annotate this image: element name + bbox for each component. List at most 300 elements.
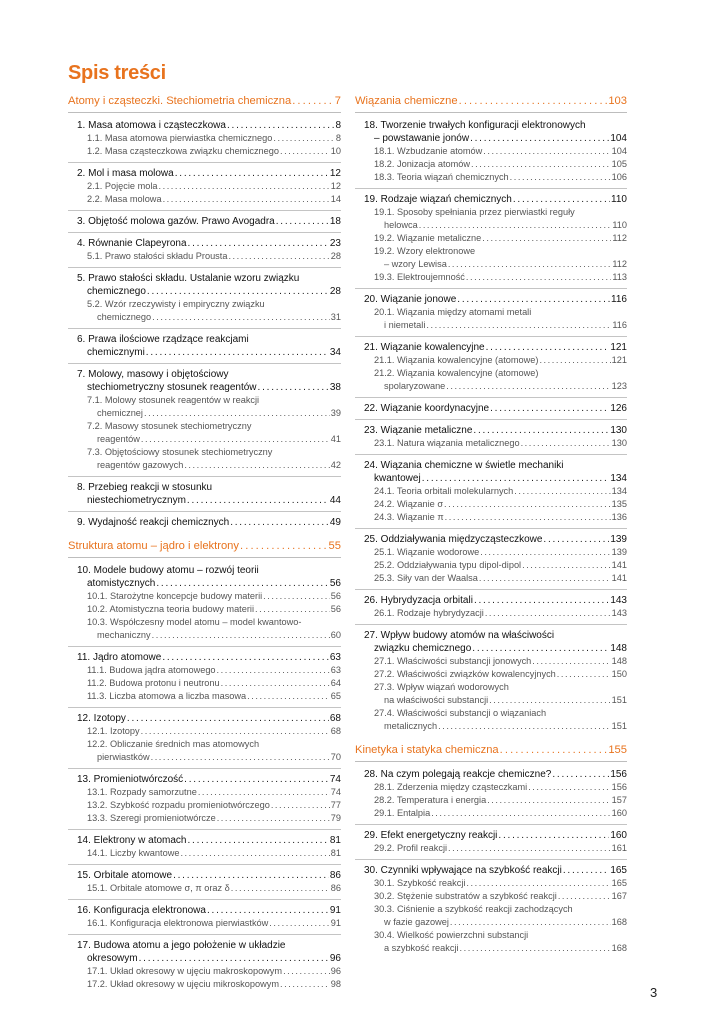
entry-label: 16. Konfiguracja elektronowa	[77, 905, 206, 916]
entry-label: 25.1. Wiązanie wodorowe	[374, 547, 480, 557]
page-ref: 38	[329, 382, 341, 393]
page-ref: 34	[329, 347, 341, 358]
entry-label: 24.3. Wiązanie π	[374, 512, 444, 522]
entry-label: pierwiastków	[97, 752, 150, 762]
chapter-entry[interactable]	[68, 651, 341, 708]
subchapter-row-continued	[77, 459, 341, 472]
subchapter-row	[77, 664, 341, 677]
leader-dots	[188, 237, 329, 250]
subchapter-row	[77, 882, 341, 895]
leader-dots	[539, 354, 610, 367]
chapter-entry[interactable]	[355, 768, 627, 825]
entry-label: kwantowej	[374, 473, 421, 484]
subchapter-row	[364, 485, 627, 498]
chapter-entry[interactable]	[355, 533, 627, 590]
entry-label: 26.1. Rodzaje hybrydyzacji	[374, 608, 484, 618]
entry-label: 5.1. Prawo stałości składu Prousta	[87, 251, 228, 261]
subchapter-row	[364, 245, 627, 258]
section-title: Struktura atomu – jądro i elektrony	[68, 540, 240, 552]
chapter-entry[interactable]	[68, 272, 341, 329]
subchapter-row	[364, 807, 627, 820]
chapter-title-row-continued	[77, 952, 341, 965]
page-ref: 8	[335, 133, 341, 143]
entry-label: 17.2. Układ okresowy w ujęciu mikroskopowym	[87, 979, 279, 989]
entry-label: 21. Wiązanie kowalencyjne	[364, 342, 485, 353]
chapter-title-row-continued	[77, 346, 341, 359]
subchapter-row	[364, 655, 627, 668]
leader-dots	[175, 167, 329, 180]
entry-label: 13. Promieniotwórczość	[77, 774, 184, 785]
chapter-title-row	[77, 215, 341, 228]
subchapter-row	[77, 145, 341, 158]
page-ref: 112	[612, 233, 627, 243]
chapter-title-row	[364, 402, 627, 415]
leader-dots	[480, 546, 610, 559]
page-ref: 161	[611, 843, 627, 853]
chapter-entry[interactable]	[355, 629, 627, 737]
page-ref: 12	[330, 181, 341, 191]
subchapter-row	[364, 206, 627, 219]
leader-dots	[419, 219, 612, 232]
page-ref: 96	[330, 966, 341, 976]
chapter-title-row	[364, 594, 627, 607]
leader-dots	[532, 655, 610, 668]
subchapter-row-continued	[77, 751, 341, 764]
page-ref: 112	[612, 259, 627, 269]
leader-dots	[276, 215, 329, 228]
page-ref: 68	[329, 713, 341, 724]
chapter-title-row	[77, 368, 341, 381]
entry-label: 11.3. Liczba atomowa a liczba masowa	[87, 691, 247, 701]
page-ref: 104	[610, 133, 627, 144]
chapter-entry[interactable]	[355, 193, 627, 289]
entry-label: 27.4. Właściwości substancji o wiązaniach	[374, 708, 547, 718]
chapter-entry[interactable]	[68, 481, 341, 512]
entry-label: 25.2. Oddziaływania typu dipol-dipol	[374, 560, 522, 570]
section-heading[interactable]	[355, 743, 627, 762]
entry-label: chemicznej	[97, 408, 143, 418]
page-ref: 139	[610, 534, 627, 545]
page-ref: 70	[330, 752, 341, 762]
entry-label: chemicznymi	[87, 347, 145, 358]
page-ref: 31	[330, 312, 341, 322]
leader-dots	[187, 494, 329, 507]
leader-dots	[552, 768, 609, 781]
chapter-title-row	[77, 773, 341, 786]
entry-label: 21.2. Wiązania kowalencyjne (atomowe)	[374, 368, 539, 378]
chapter-entry[interactable]	[68, 564, 341, 647]
chapter-entry[interactable]	[355, 402, 627, 420]
page-ref: 42	[330, 460, 341, 470]
entry-label: a szybkość reakcji	[384, 943, 459, 953]
chapter-title-row	[77, 333, 341, 346]
entry-label: 15.1. Orbitale atomowe σ, π oraz δ	[87, 883, 230, 893]
page-ref: 130	[610, 425, 627, 436]
leader-dots	[490, 402, 609, 415]
page-ref: 143	[611, 608, 627, 618]
page-ref: 77	[330, 800, 341, 810]
subchapter-row	[364, 877, 627, 890]
page-ref: 60	[330, 630, 341, 640]
chapter-entry[interactable]	[68, 712, 341, 769]
subchapter-row	[77, 786, 341, 799]
chapter-title-row-continued	[364, 642, 627, 655]
chapter-entry[interactable]	[355, 459, 627, 529]
leader-dots	[217, 664, 330, 677]
entry-label: niestechiometrycznym	[87, 495, 186, 506]
entry-label: 23. Wiązanie metaliczne	[364, 425, 473, 436]
chapter-entry[interactable]	[68, 167, 341, 211]
page-ref: 8	[335, 120, 341, 131]
leader-dots	[247, 690, 330, 703]
page-ref: 44	[329, 495, 341, 506]
leader-dots	[483, 145, 610, 158]
page-ref: 65	[330, 691, 341, 701]
entry-label: na właściwości substancji	[384, 695, 489, 705]
leader-dots	[152, 629, 330, 642]
page-ref: 134	[610, 473, 627, 484]
page-ref: 110	[612, 220, 627, 230]
chapter-entry[interactable]	[68, 904, 341, 935]
leader-dots	[151, 751, 330, 764]
subchapter-row	[364, 145, 627, 158]
leader-dots	[152, 311, 330, 324]
entry-label: 11. Jądro atomowe	[77, 652, 162, 663]
leader-dots	[426, 319, 611, 332]
chapter-entry[interactable]	[355, 594, 627, 625]
page-ref: 121	[610, 342, 627, 353]
subchapter-row	[77, 394, 341, 407]
leader-dots	[280, 978, 330, 991]
subchapter-row-continued	[364, 694, 627, 707]
entry-label: stechiometryczny stosunek reagentów	[87, 382, 257, 393]
leader-dots	[163, 193, 330, 206]
leader-dots	[255, 603, 330, 616]
entry-label: 2.1. Pojęcie mola	[87, 181, 158, 191]
subchapter-row	[364, 681, 627, 694]
subchapter-row	[364, 511, 627, 524]
chapter-entry[interactable]	[68, 773, 341, 830]
leader-dots	[466, 877, 610, 890]
subchapter-row	[77, 738, 341, 751]
leader-dots	[460, 942, 611, 955]
subchapter-row-continued	[364, 319, 627, 332]
entry-label: 20.1. Wiązania między atomami metali	[374, 307, 532, 317]
section-page: 155	[608, 744, 627, 756]
leader-dots	[473, 424, 609, 437]
entry-label: 22. Wiązanie koordynacyjne	[364, 403, 490, 414]
leader-dots	[258, 381, 329, 394]
chapter-title-row	[77, 712, 341, 725]
leader-dots	[466, 271, 611, 284]
leader-dots	[485, 607, 611, 620]
leader-dots	[158, 180, 329, 193]
chapter-entry[interactable]	[355, 864, 627, 959]
entry-label: 4. Równanie Clapeyrona	[77, 238, 187, 249]
leader-dots	[139, 952, 329, 965]
entry-label: 6. Prawa ilościowe rządzące reakcjami	[77, 334, 249, 345]
chapter-title-row	[364, 864, 627, 877]
chapter-title-row	[364, 533, 627, 546]
leader-dots	[498, 829, 609, 842]
leader-dots	[431, 807, 610, 820]
page-ref: 39	[330, 408, 341, 418]
page-ref: 134	[611, 486, 627, 496]
page-ref: 56	[330, 604, 341, 614]
page-ref: 106	[611, 172, 627, 182]
section-title: Wiązania chemiczne	[355, 95, 458, 107]
leader-dots	[207, 904, 329, 917]
leader-dots	[448, 258, 612, 271]
subchapter-row	[77, 132, 341, 145]
subchapter-row	[364, 842, 627, 855]
entry-label: mechaniczny	[97, 630, 151, 640]
entry-label: 3. Objętość molowa gazów. Prawo Avogadra	[77, 216, 275, 227]
entry-label: spolaryzowane	[384, 381, 446, 391]
entry-label: związku chemicznego	[374, 643, 472, 654]
subchapter-row-continued	[364, 720, 627, 733]
page-ref: 63	[329, 652, 341, 663]
entry-label: 13.1. Rozpady samorzutne	[87, 787, 197, 797]
subchapter-row	[77, 180, 341, 193]
page-ref: 64	[330, 678, 341, 688]
entry-label: 10.2. Atomistyczna teoria budowy materii	[87, 604, 254, 614]
subchapter-row	[77, 420, 341, 433]
subchapter-row-continued	[77, 407, 341, 420]
entry-label: 30. Czynniki wpływające na szybkość reakcji	[364, 865, 562, 876]
subchapter-row	[77, 965, 341, 978]
page-ref: 49	[329, 517, 341, 528]
section-page: 7	[334, 95, 341, 107]
page-ref: 91	[330, 918, 341, 928]
leader-dots	[471, 158, 611, 171]
entry-label: 1.2. Masa cząsteczkowa związku chemicznego	[87, 146, 279, 156]
leader-dots	[162, 651, 329, 664]
chapter-entry[interactable]	[68, 368, 341, 477]
page-ref: 165	[611, 878, 627, 888]
subchapter-row	[364, 668, 627, 681]
entry-label: 23.1. Natura wiązania metalicznego	[374, 438, 520, 448]
entry-label: – powstawanie jonów	[374, 133, 470, 144]
subchapter-row	[364, 607, 627, 620]
page-ref: 23	[329, 238, 341, 249]
leader-dots	[489, 694, 610, 707]
section-heading[interactable]	[68, 539, 341, 558]
leader-dots	[173, 869, 329, 882]
page-ref: 105	[611, 159, 627, 169]
entry-label: 17.1. Układ okresowy w ujęciu makroskopowym	[87, 966, 283, 976]
entry-label: w fazie gazowej	[384, 917, 449, 927]
chapter-title-row	[77, 869, 341, 882]
entry-label: 30.4. Wielkość powierzchni substancji	[374, 930, 529, 940]
chapter-title-row	[364, 193, 627, 206]
subchapter-row-continued	[364, 380, 627, 393]
section-title: Kinetyka i statyka chemiczna	[355, 744, 499, 756]
chapter-entry[interactable]	[68, 333, 341, 364]
page-ref: 143	[610, 595, 627, 606]
page-ref: 126	[610, 403, 627, 414]
chapter-entry[interactable]	[68, 939, 341, 995]
subchapter-row	[77, 298, 341, 311]
page-ref: 136	[611, 512, 627, 522]
page-ref: 156	[610, 769, 627, 780]
chapter-title-row	[77, 481, 341, 494]
chapter-entry[interactable]	[68, 215, 341, 233]
chapter-entry[interactable]	[355, 293, 627, 337]
entry-label: 19.1. Sposoby spełniania przez pierwiastki reguły	[374, 207, 575, 217]
leader-dots	[280, 145, 330, 158]
entry-label: reagentów	[97, 434, 140, 444]
entry-label: 30.3. Ciśnienie a szybkość reakcji zachodzących	[374, 904, 573, 914]
leader-dots	[521, 437, 611, 450]
entry-label: 27.3. Wpływ wiązań wodorowych	[374, 682, 509, 692]
leader-dots	[482, 232, 611, 245]
page-ref: 130	[611, 438, 627, 448]
page-ref: 121	[611, 355, 627, 365]
subchapter-row	[364, 546, 627, 559]
leader-dots	[558, 890, 611, 903]
page-ref: 28	[330, 251, 341, 261]
chapter-entry[interactable]	[355, 829, 627, 860]
chapter-title-row	[364, 424, 627, 437]
leader-dots	[513, 193, 610, 206]
entry-label: 29.2. Profil reakcji	[374, 843, 448, 853]
page-ref: 151	[611, 721, 627, 731]
leader-dots	[292, 94, 334, 108]
entry-label: 30.1. Szybkość reakcji	[374, 878, 466, 888]
entry-label: 14. Elektrony w atomach	[77, 835, 187, 846]
leader-dots	[271, 799, 330, 812]
chapter-title-row-continued	[77, 494, 341, 507]
subchapter-row	[77, 590, 341, 603]
subchapter-row-continued	[364, 219, 627, 232]
leader-dots	[486, 341, 610, 354]
page-ref: 151	[611, 695, 627, 705]
subchapter-row	[77, 250, 341, 263]
subchapter-row	[364, 929, 627, 942]
subchapter-row-continued	[77, 311, 341, 324]
subchapter-row	[364, 171, 627, 184]
leader-dots	[141, 433, 330, 446]
leader-dots	[487, 794, 610, 807]
section-heading[interactable]	[355, 94, 627, 113]
entry-label: chemicznego	[87, 286, 146, 297]
chapter-entry[interactable]	[68, 237, 341, 268]
leader-dots	[450, 916, 611, 929]
chapter-title-row	[364, 829, 627, 842]
page-ref: 160	[611, 808, 627, 818]
leader-dots	[543, 533, 609, 546]
entry-label: 7.2. Masowy stosunek stechiometryczny	[87, 421, 252, 431]
chapter-title-row	[77, 272, 341, 285]
chapter-entry[interactable]	[68, 869, 341, 900]
entry-label: helowca	[384, 220, 418, 230]
entry-label: 27.2. Właściwości związków kowalencyjnych	[374, 669, 556, 679]
chapter-title-row	[364, 629, 627, 642]
chapter-title-row	[77, 564, 341, 577]
chapter-entry[interactable]	[355, 424, 627, 455]
subchapter-row	[364, 781, 627, 794]
page-ref: 74	[330, 787, 341, 797]
entry-label: 1. Masa atomowa i cząsteczkowa	[77, 120, 226, 131]
entry-label: 10.1. Starożytne koncepcje budowy materii	[87, 591, 263, 601]
entry-label: 17. Budowa atomu a jego położenie w układzie	[77, 940, 286, 951]
page-ref: 116	[611, 294, 627, 305]
page-ref: 86	[330, 883, 341, 893]
subchapter-row	[364, 232, 627, 245]
page-ref: 28	[329, 286, 341, 297]
leader-dots	[470, 132, 609, 145]
page-ref: 98	[330, 979, 341, 989]
page-number: 3	[650, 985, 658, 1000]
subchapter-row	[364, 572, 627, 585]
chapter-title-row	[364, 459, 627, 472]
subchapter-row	[364, 158, 627, 171]
page-ref: 141	[611, 560, 627, 570]
entry-label: 27. Wpływ budowy atomów na właściwości	[364, 630, 555, 641]
chapter-entry[interactable]	[355, 119, 627, 189]
page-ref: 141	[611, 573, 627, 583]
subchapter-row-continued	[77, 629, 341, 642]
leader-dots	[500, 743, 608, 757]
leader-dots	[141, 725, 330, 738]
page-ref: 41	[330, 434, 341, 444]
page-ref: 12	[329, 168, 341, 179]
page-ref: 86	[329, 870, 341, 881]
entry-label: 21.1. Wiązania kowalencyjne (atomowe)	[374, 355, 539, 365]
entry-label: 5. Prawo stałości składu. Ustalanie wzoru związku	[77, 273, 300, 284]
entry-label: 24. Wiązania chemiczne w świetle mechaniki	[364, 460, 564, 471]
entry-label: okresowym	[87, 953, 138, 964]
page-ref: 139	[611, 547, 627, 557]
page-ref: 74	[329, 774, 341, 785]
page-ref: 81	[330, 848, 341, 858]
entry-label: 2. Mol i masa molowa	[77, 168, 174, 179]
chapter-entry[interactable]	[355, 341, 627, 398]
leader-dots	[422, 472, 610, 485]
page-ref: 123	[611, 381, 627, 391]
page-ref: 157	[611, 795, 627, 805]
entry-label: 13.3. Szeregi promieniotwórcze	[87, 813, 216, 823]
subchapter-row-continued	[77, 433, 341, 446]
chapter-entry[interactable]	[68, 516, 341, 533]
entry-label: 11.1. Budowa jądra atomowego	[87, 665, 216, 675]
entry-label: 25. Oddziaływania międzycząsteczkowe	[364, 534, 543, 545]
toc-column-left	[68, 94, 341, 997]
subchapter-row	[364, 559, 627, 572]
entry-label: 10.3. Współczesny model atomu – model kwantowo-	[87, 617, 302, 627]
leader-dots	[557, 668, 611, 681]
leader-dots	[528, 781, 610, 794]
leader-dots	[563, 864, 609, 877]
leader-dots	[228, 250, 329, 263]
entry-label: 18.2. Jonizacja atomów	[374, 159, 471, 169]
section-heading[interactable]	[68, 94, 341, 113]
entry-label: 28.1. Zderzenia między cząsteczkami	[374, 782, 528, 792]
subchapter-row	[364, 903, 627, 916]
entry-label: 7.3. Objętościowy stosunek stechiometryczny	[87, 447, 273, 457]
entry-label: 8. Przebieg reakcji w stosunku	[77, 482, 213, 493]
chapter-title-row-continued	[77, 285, 341, 298]
chapter-entry[interactable]	[68, 119, 341, 163]
subchapter-row	[364, 367, 627, 380]
entry-label: 11.2. Budowa protonu i neutronu	[87, 678, 220, 688]
entry-label: 28.2. Temperatura i energia	[374, 795, 487, 805]
page-ref: 14	[330, 194, 341, 204]
chapter-entry[interactable]	[68, 834, 341, 865]
subchapter-row-continued	[364, 942, 627, 955]
entry-label: i niemetali	[384, 320, 426, 330]
